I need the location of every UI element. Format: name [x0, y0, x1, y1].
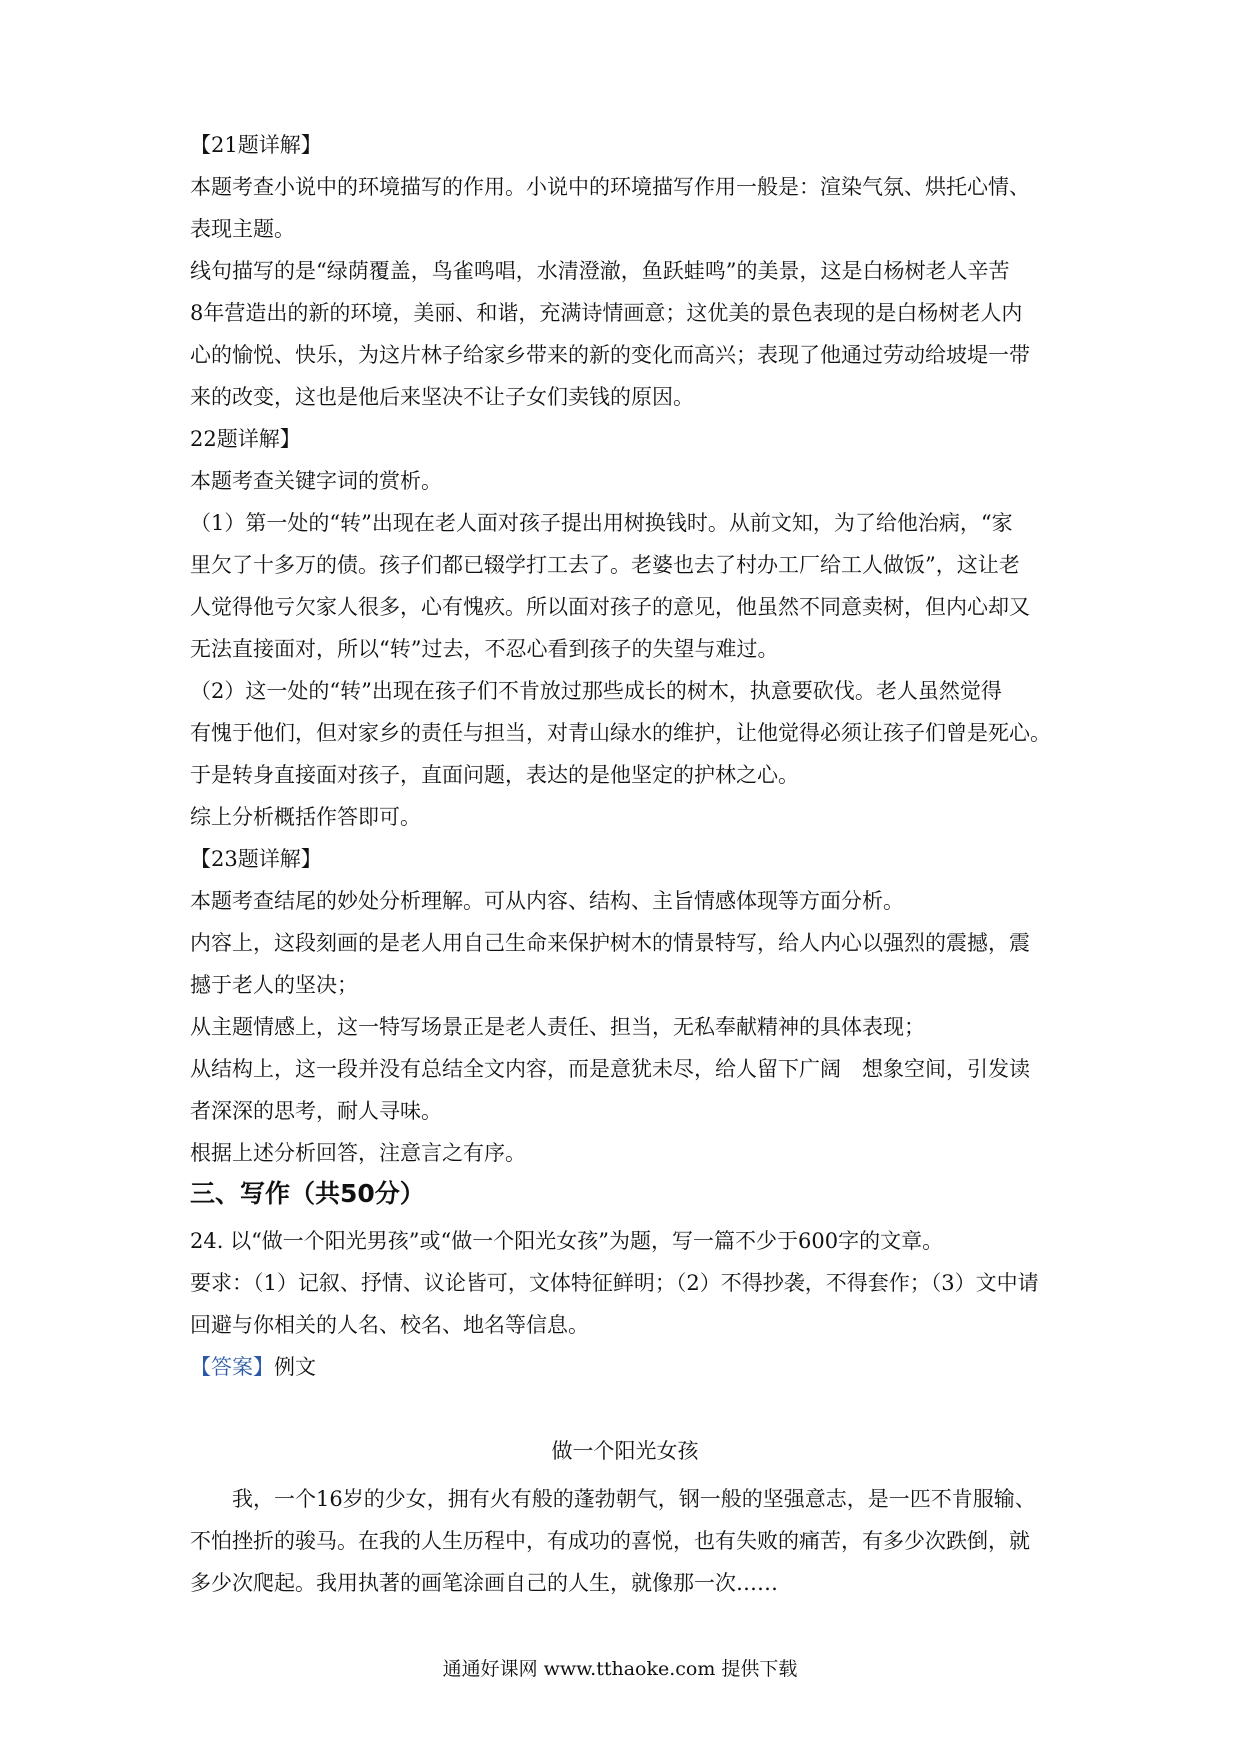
q23-line: 本题考查结尾的妙处分析理解。可从内容、结构、主旨情感体现等方面分析。: [190, 889, 904, 913]
q23-line: 根据上述分析回答，注意言之有序。: [190, 1141, 526, 1165]
q23-section: [190, 838, 1060, 1174]
q22-heading: 22题详解】: [190, 427, 301, 451]
q22-line: 里欠了十多万的债。孩子们都已辍学打工去了。老婆也去了村办工厂给工人做饭”，这让老: [190, 553, 1020, 577]
q22-line: 有愧于他们，但对家乡的责任与担当，对青山绿水的维护，让他觉得必须让孩子们曾是死心。: [190, 721, 1051, 745]
essay-line: 我，一个16岁的少女，拥有火有般的蓬勃朝气，钢一般的坚强意志，是一匹不肯服输、: [190, 1487, 1036, 1511]
q22-section: [190, 418, 1060, 838]
q23-heading: 【23题详解】: [190, 847, 322, 871]
writing-line: 24. 以“做一个阳光男孩”或“做一个阳光女孩”为题，写一篇不少于600字的文章。: [190, 1229, 944, 1253]
answer-line: [190, 1346, 1060, 1388]
page-footer: 通通好课网 www.tthaoke.com 提供下载: [442, 1658, 798, 1680]
answer-tag: 【答案】: [190, 1355, 274, 1379]
q21-line: 8年营造出的新的环境，美丽、和谐，充满诗情画意；这优美的景色表现的是白杨树老人内: [190, 301, 1023, 325]
answer-text: 例文: [274, 1355, 316, 1379]
q22-line: （2）这一处的“转”出现在孩子们不肯放过那些成长的树木，执意要砍伐。老人虽然觉得: [190, 679, 1002, 703]
q21-line: 来的改变，这也是他后来坚决不让子女们卖钱的原因。: [190, 385, 694, 409]
writing-prompt: [190, 1220, 1060, 1388]
q23-line: 者深深的思考，耐人寻味。: [190, 1099, 442, 1123]
q23-line: 撼于老人的坚决；: [190, 973, 358, 997]
q23-line: 内容上，这段刻画的是老人用自己生命来保护树木的情景特写，给人内心以强烈的震撼，震: [190, 931, 1030, 955]
q22-line: 综上分析概括作答即可。: [190, 805, 421, 829]
writing-line: 回避与你相关的人名、校名、地名等信息。: [190, 1313, 589, 1337]
q23-line: 从结构上，这一段并没有总结全文内容，而是意犹未尽，给人留下广阔 想象空间，引发读: [190, 1057, 1030, 1081]
essay-title: 做一个阳光女孩: [551, 1439, 699, 1463]
q21-line: 心的愉悦、快乐，为这片林子给家乡带来的新的变化而高兴；表现了他通过劳动给坡堤一带: [190, 343, 1030, 367]
q22-line: 无法直接面对，所以“转”过去，不忍心看到孩子的失望与难过。: [190, 637, 779, 661]
q22-line: 人觉得他亏欠家人很多，心有愧疚。所以面对孩子的意见，他虽然不同意卖树，但内心却又: [190, 595, 1030, 619]
essay-line: 不怕挫折的骏马。在我的人生历程中，有成功的喜悦，也有失败的痛苦，有多少次跌倒，就: [190, 1529, 1030, 1553]
essay-body: [190, 1478, 1060, 1604]
q21-heading: 【21题详解】: [190, 133, 322, 157]
q23-line: 从主题情感上，这一特写场景正是老人责任、担当，无私奉献精神的具体表现；: [190, 1015, 925, 1039]
section-title: 三、写作（共50分）: [190, 1179, 425, 1208]
writing-line: 要求：（1）记叙、抒情、议论皆可，文体特征鲜明；（2）不得抄袭，不得套作；（3）文中请: [190, 1271, 1039, 1295]
q21-line: 本题考查小说中的环境描写的作用。小说中的环境描写作用一般是：渲染气氛、烘托心情、: [190, 175, 1030, 199]
q22-line: （1）第一处的“转”出现在老人面对孩子提出用树换钱时。从前文知，为了给他治病，“家: [190, 511, 1013, 535]
essay-line: 多少次爬起。我用执著的画笔涂画自己的人生，就像那一次……: [190, 1571, 778, 1595]
q21-section: [190, 124, 1060, 418]
q21-line: 表现主题。: [190, 217, 295, 241]
q22-line: 于是转身直接面对孩子，直面问题，表达的是他坚定的护林之心。: [190, 763, 799, 787]
q21-line: 线句描写的是“绿荫覆盖，鸟雀鸣唱，水清澄澈，鱼跃蛙鸣”的美景，这是白杨树老人辛苦: [190, 259, 1010, 283]
q22-line: 本题考查关键字词的赏析。: [190, 469, 442, 493]
